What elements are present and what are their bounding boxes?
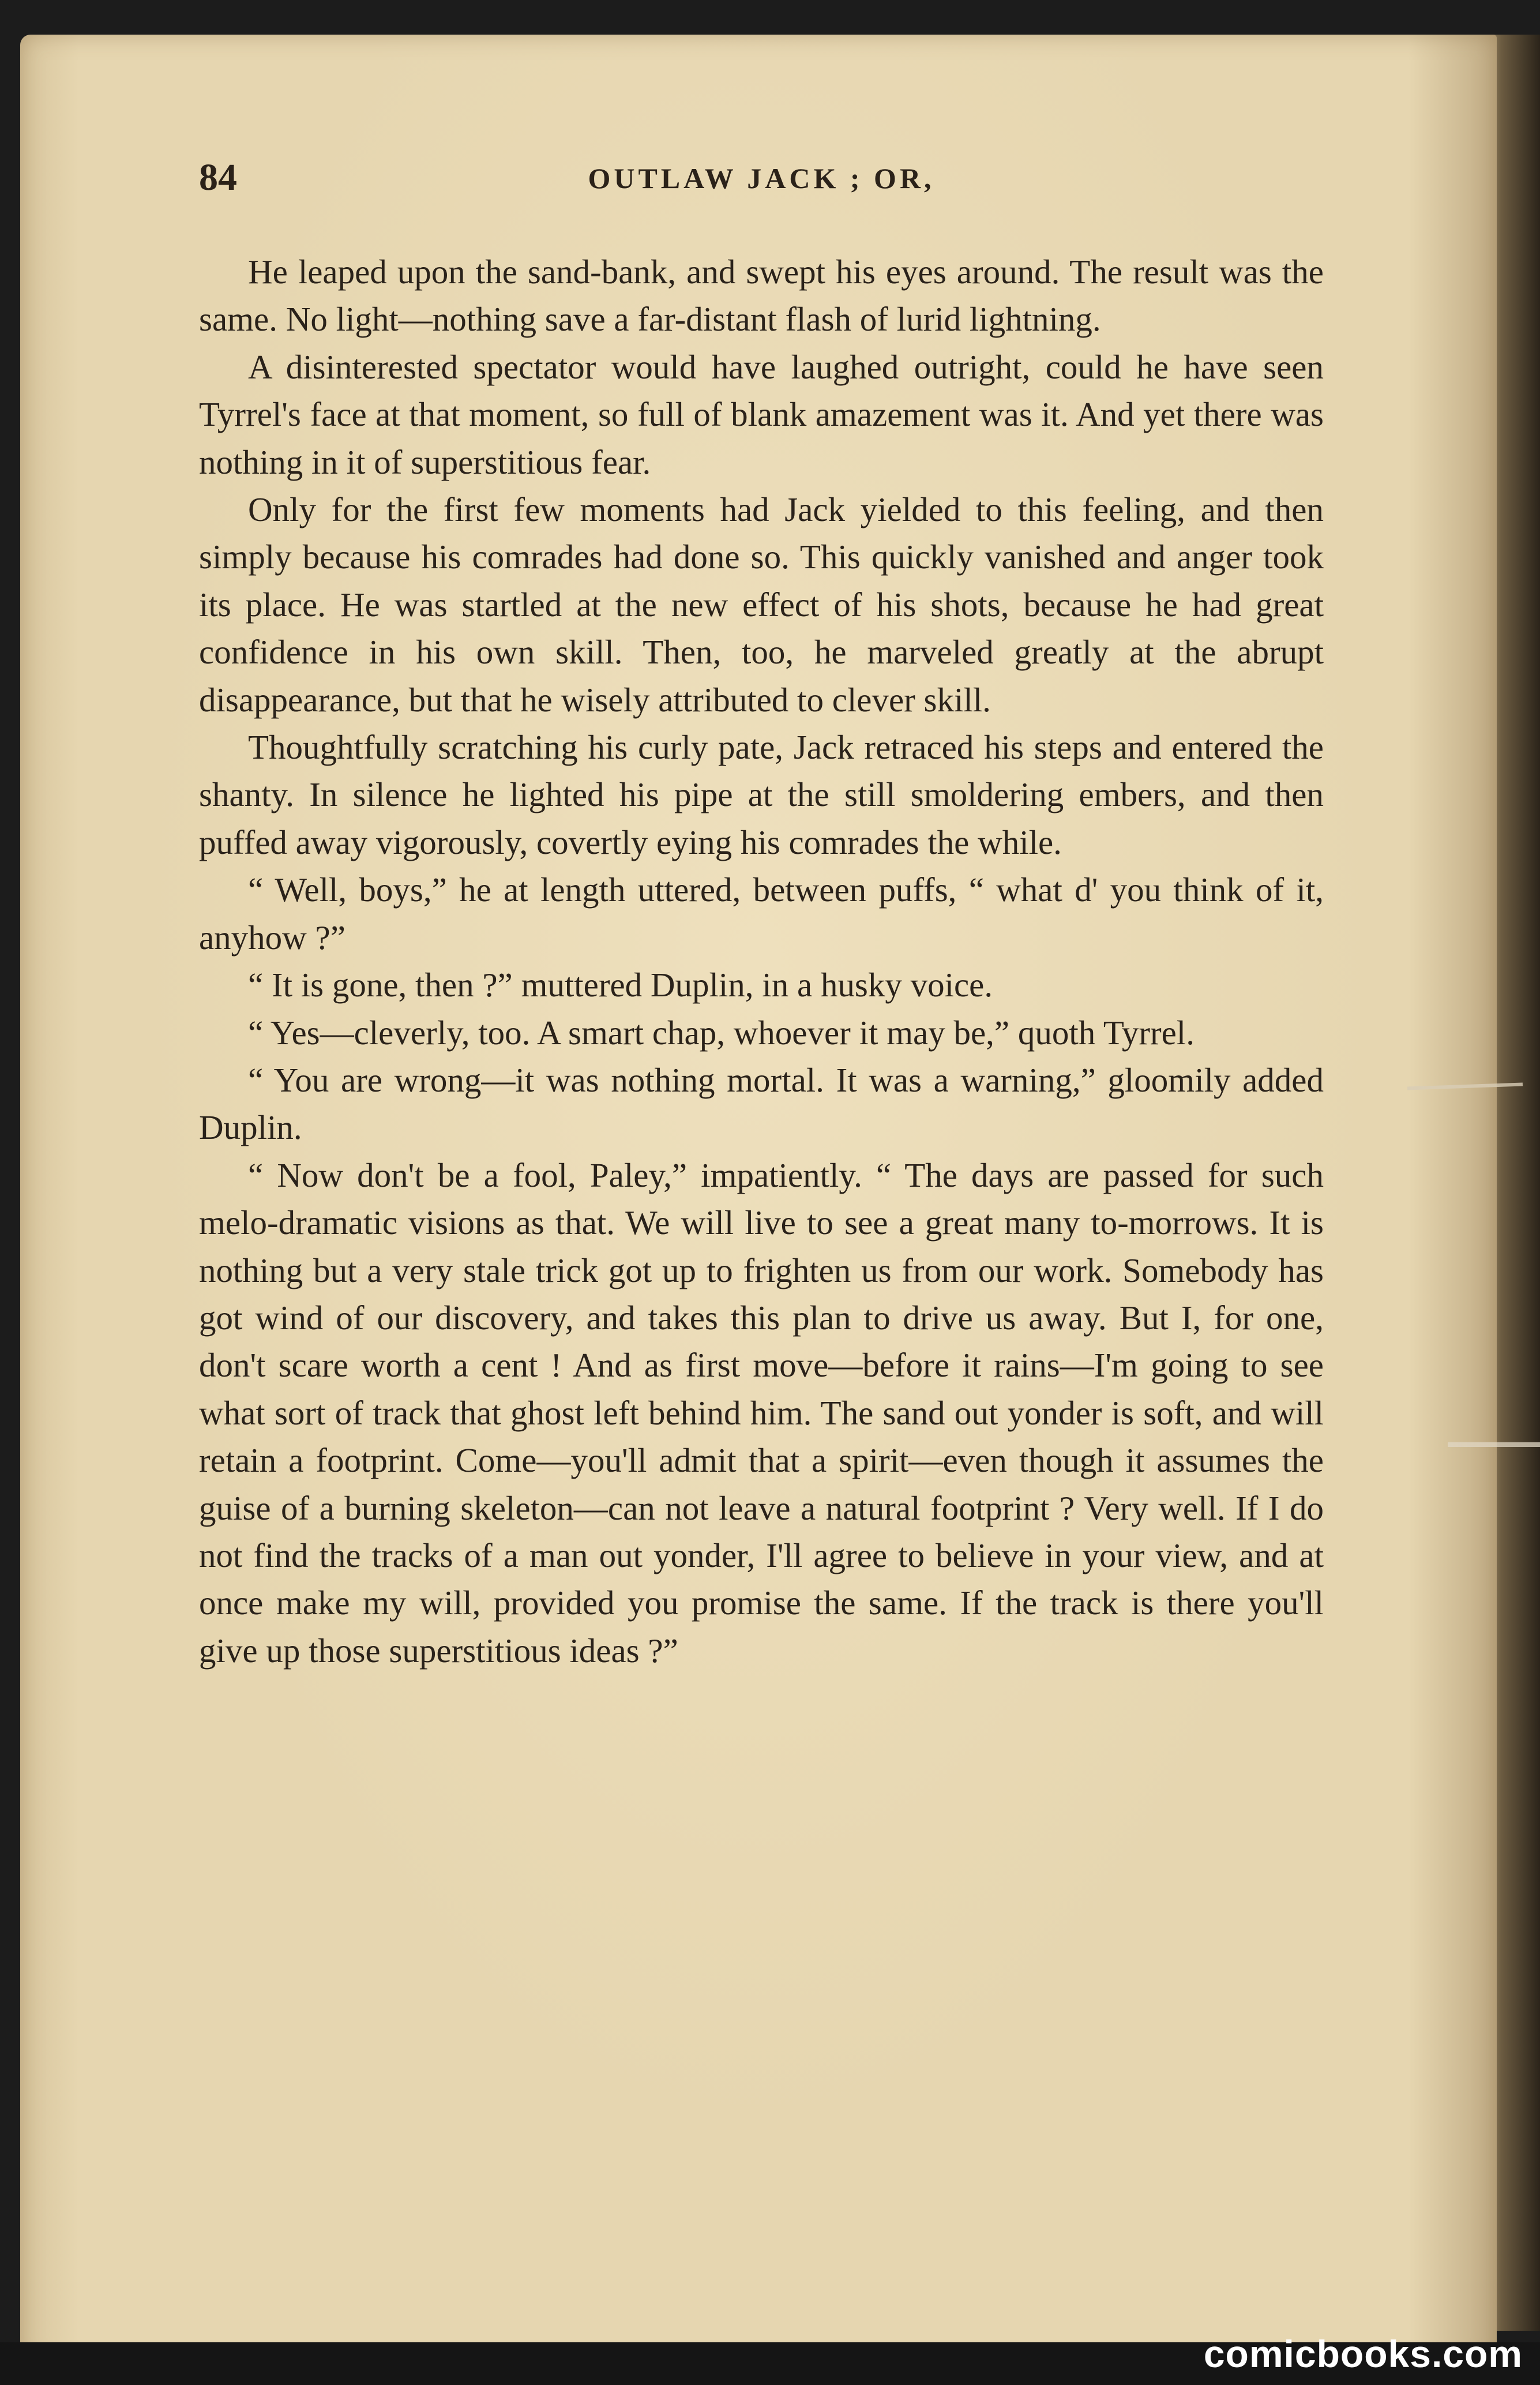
page-number: 84: [199, 156, 237, 198]
paragraph: Thoughtfully scratching his curly pate, Jack retraced his steps and entered the shanty. In silence he lighted his pipe at the still smoldering embers, and then puffed away vigorously, covertly eying his comrades the while.: [199, 728, 1324, 861]
paragraph: He leaped upon the sand-bank, and swept his eyes around. The result was the same. No light—nothing save a far-distant flash of lurid lightning.: [199, 253, 1324, 339]
paragraph: “ You are wrong—it was nothing mortal. It was a warning,” gloomily added Duplin.: [199, 1060, 1324, 1147]
paragraph: Only for the first few moments had Jack yielded to this feeling, and then simply because his comrades had done so. This quickly vanished and anger took its place. He was startled at the new effect of his shots, because he had great confidence in his own skill. Then, too, he marveled greatly at the abrupt disappearance, but that he wisely attributed to clever skill.: [199, 490, 1324, 719]
running-head: OUTLAW JACK ; OR,: [588, 162, 935, 194]
paragraph: “ Yes—cleverly, too. A smart chap, whoever it may be,” quoth Tyrrel.: [248, 1013, 1195, 1052]
watermark: comicbooks.com: [1203, 2332, 1523, 2375]
paragraph: “ It is gone, then ?” muttered Duplin, in a husky voice.: [248, 966, 993, 1004]
body-text: [199, 248, 1324, 1674]
page-header: [199, 156, 1324, 208]
paragraph: “ Well, boys,” he at length uttered, between puffs, “ what d' you think of it, anyhow ?”: [199, 871, 1324, 957]
paragraph: “ Now don't be a fool, Paley,” impatiently. “ The days are passed for such melo-dramatic visions as that. We will live to see a great many to-morrows. It is nothing but a very stale trick got up to frighten us from our work. Somebody has got wind of our discovery, and takes this plan to drive us away. But I, for one, don't scare worth a cent ! And as first move—before it rains—I'm going to see what sort of track that ghost left behind him. The sand out yonder is soft, and will retain a footprint. Come—you'll admit that a spirit—even though it assumes the guise of a burning skeleton—can not leave a natural footprint ? Very well. If I do not find the tracks of a man out yonder, I'll agree to believe in your view, and at once make my will, provided you promise the same. If the track is there you'll give up those superstitious ideas ?”: [199, 1156, 1324, 1670]
paragraph: A disinterested spectator would have laughed outright, could he have seen Tyrrel's face at that moment, so full of blank amazement was it. And yet there was nothing in it of superstitious fear.: [199, 347, 1324, 481]
binding-thread: [1448, 1442, 1540, 1447]
